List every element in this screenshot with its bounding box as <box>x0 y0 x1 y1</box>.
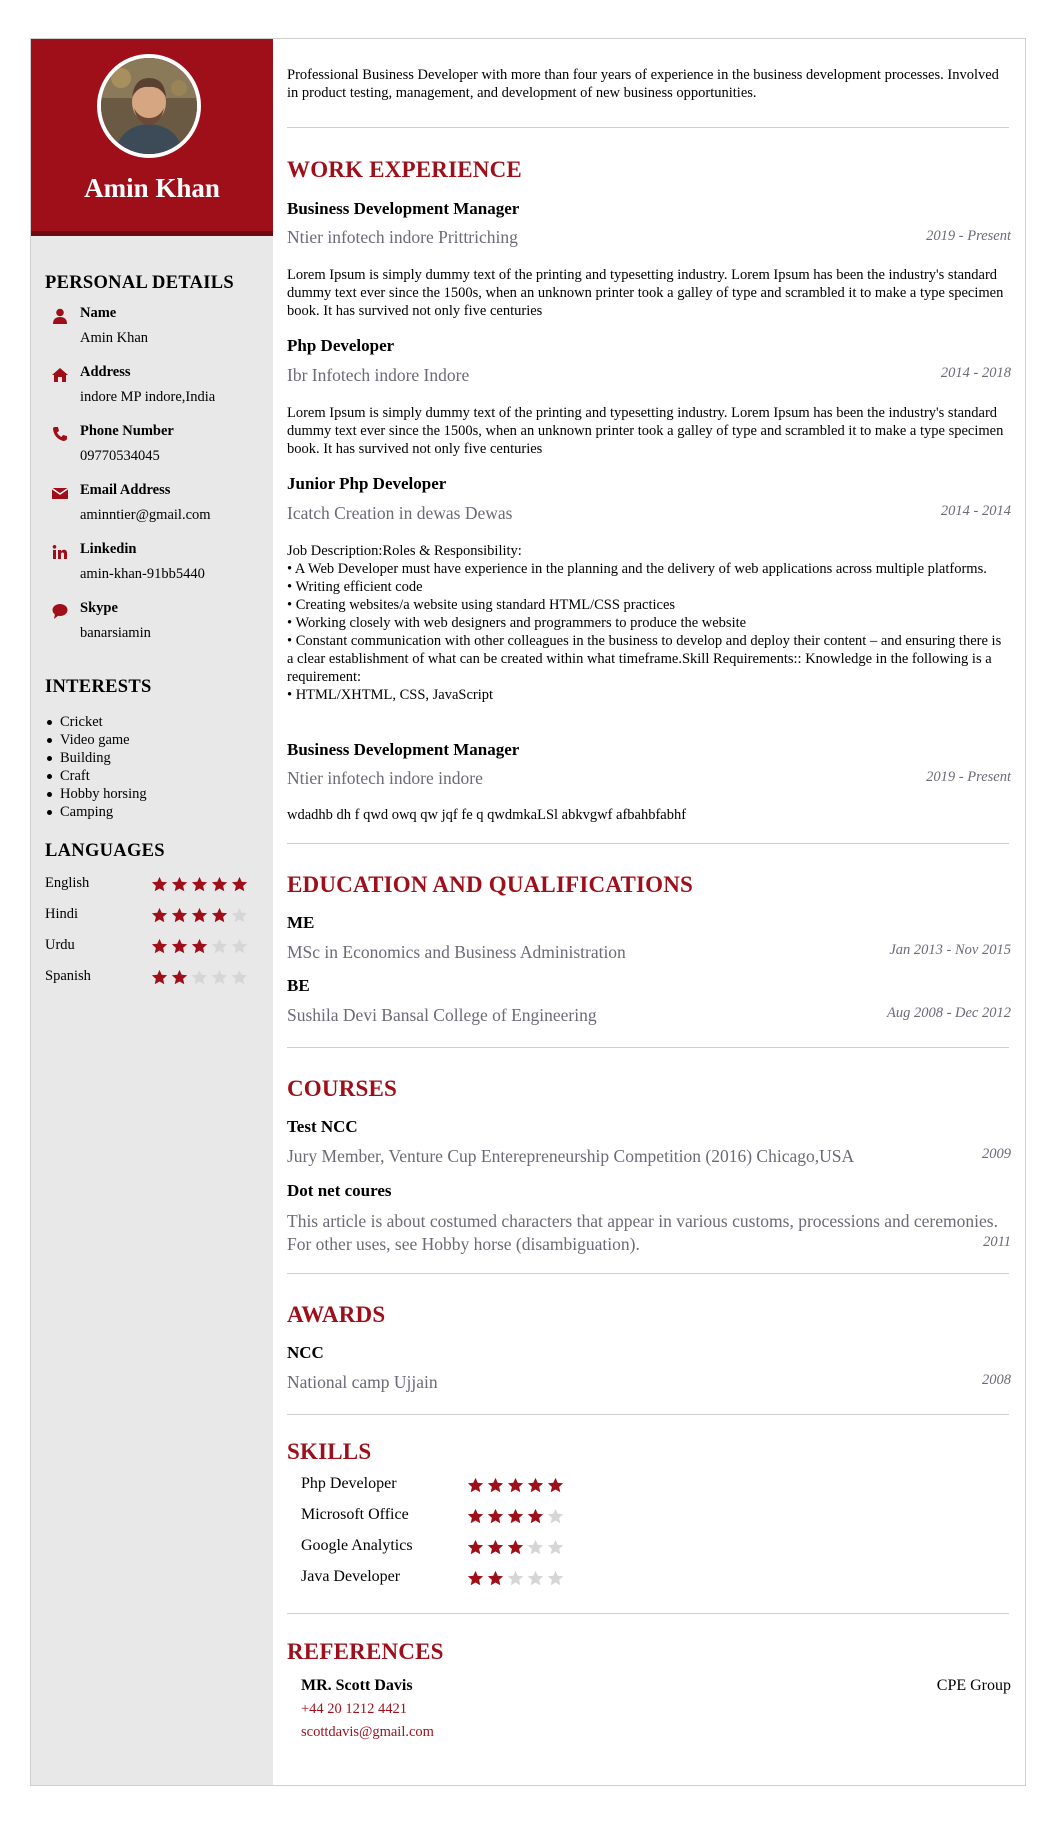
star-rating <box>151 907 251 923</box>
main-content <box>273 39 1027 1785</box>
job-organization: Icatch Creation in dewas Dewas <box>287 503 513 523</box>
job-organization: Ntier infotech indore indore <box>287 768 483 788</box>
school-name: Sushila Devi Bansal College of Engineering <box>287 1005 597 1025</box>
star-filled-icon <box>507 1477 524 1493</box>
school-name: MSc in Economics and Business Administration <box>287 942 626 962</box>
star-filled-icon <box>151 969 168 985</box>
job-title: Business Development Manager <box>287 199 520 218</box>
education-heading: EDUCATION AND QUALIFICATIONS <box>287 872 694 897</box>
language-name: Spanish <box>45 968 91 984</box>
skill-name: Php Developer <box>301 1475 397 1492</box>
sidebar <box>31 39 273 1785</box>
star-filled-icon <box>487 1570 504 1586</box>
skill-row <box>301 1506 601 1528</box>
divider <box>287 1047 1009 1048</box>
job-date: 2019 - Present <box>926 769 1011 785</box>
star-rating <box>467 1477 567 1493</box>
star-filled-icon <box>467 1539 484 1555</box>
course-title: Test NCC <box>287 1117 358 1136</box>
star-filled-icon <box>171 938 188 954</box>
language-row <box>45 968 255 988</box>
language-row <box>45 906 255 926</box>
star-filled-icon <box>151 876 168 892</box>
star-rating <box>467 1508 567 1524</box>
course-description: This article is about costumed characters that appear in various customs, processions and ceremonies. For other uses, see Hobby horse (disambiguation). <box>287 1211 998 1254</box>
star-filled-icon <box>151 938 168 954</box>
reference-company: CPE Group <box>936 1677 1011 1694</box>
skills-heading: SKILLS <box>287 1439 372 1464</box>
star-filled-icon <box>191 938 208 954</box>
reference-email[interactable]: scottdavis@gmail.com <box>301 1724 434 1740</box>
star-filled-icon <box>487 1508 504 1524</box>
job-title: Junior Php Developer <box>287 474 447 493</box>
skill-row <box>301 1475 601 1497</box>
star-empty-icon <box>211 938 228 954</box>
languages-heading: LANGUAGES <box>45 841 165 861</box>
star-rating <box>151 969 251 985</box>
star-filled-icon <box>467 1508 484 1524</box>
star-empty-icon <box>547 1570 564 1586</box>
interest-item: Building <box>45 749 147 767</box>
interest-item: Hobby horsing <box>45 785 147 803</box>
language-name: Urdu <box>45 937 75 953</box>
references-heading: REFERENCES <box>287 1639 444 1664</box>
job-description-line: • HTML/XHTML, CSS, JavaScript <box>287 687 494 703</box>
star-filled-icon <box>507 1539 524 1555</box>
job-description: wdadhb dh f qwd owq qw jqf fe q qwdmkaLSl abkvgwf afbahbfabhf <box>287 807 687 823</box>
star-filled-icon <box>467 1477 484 1493</box>
star-filled-icon <box>527 1477 544 1493</box>
reference-phone[interactable]: +44 20 1212 4421 <box>301 1701 408 1717</box>
star-filled-icon <box>211 907 228 923</box>
star-filled-icon <box>151 907 168 923</box>
language-name: Hindi <box>45 906 79 922</box>
job-description-line: • A Web Developer must have experience in the planning and the delivery of web applications across multiple platforms. <box>287 561 987 577</box>
job-date: 2019 - Present <box>926 228 1011 244</box>
education-date: Jan 2013 - Nov 2015 <box>889 942 1011 958</box>
interests-heading: INTERESTS <box>45 677 152 697</box>
detail-label: Email Address <box>80 482 171 498</box>
education-date: Aug 2008 - Dec 2012 <box>886 1005 1011 1021</box>
skill-name: Google Analytics <box>301 1537 413 1554</box>
language-row <box>45 875 255 895</box>
interest-item: Cricket <box>45 713 147 731</box>
detail-value: aminntier@gmail.com <box>80 507 211 523</box>
phone-icon <box>52 426 68 442</box>
reference-name: MR. Scott Davis <box>301 1677 413 1694</box>
profile-photo <box>97 54 201 158</box>
star-empty-icon <box>527 1570 544 1586</box>
interests-list <box>45 713 147 821</box>
course-date: 2009 <box>982 1146 1011 1162</box>
awards-heading: AWARDS <box>287 1302 386 1327</box>
chat-bubble-icon <box>52 603 68 619</box>
star-filled-icon <box>211 876 228 892</box>
star-filled-icon <box>487 1539 504 1555</box>
detail-label: Phone Number <box>80 423 174 439</box>
work-experience-heading: WORK EXPERIENCE <box>287 157 522 182</box>
course-date: 2011 <box>983 1234 1011 1250</box>
star-rating <box>151 876 251 892</box>
job-description: Lorem Ipsum is simply dummy text of the printing and typesetting industry. Lorem Ipsum has been the industry's standard dummy text ever since the 1500s, when an unknown printer took a galley of type and scrambled it to make a type specimen book. It has survived not only five centuries <box>287 267 1004 319</box>
job-description-line: • Working closely with web designers and programmers to produce the website <box>287 615 747 631</box>
star-filled-icon <box>171 969 188 985</box>
job-title: Business Development Manager <box>287 740 520 759</box>
detail-value: 09770534045 <box>80 448 160 464</box>
degree-title: BE <box>287 976 310 995</box>
interest-item: Camping <box>45 803 147 821</box>
interest-item: Craft <box>45 767 147 785</box>
award-date: 2008 <box>982 1372 1011 1388</box>
degree-title: ME <box>287 913 315 932</box>
job-organization: Ibr Infotech indore Indore <box>287 365 470 385</box>
star-empty-icon <box>231 969 248 985</box>
profile-name: Amin Khan <box>84 173 220 203</box>
sidebar-header <box>31 39 273 236</box>
detail-label: Name <box>80 305 117 321</box>
divider <box>287 1273 1009 1274</box>
star-rating <box>151 938 251 954</box>
star-empty-icon <box>231 907 248 923</box>
personal-details-heading: PERSONAL DETAILS <box>45 273 234 293</box>
user-icon <box>52 308 68 324</box>
detail-label: Skype <box>80 600 118 616</box>
job-description: Lorem Ipsum is simply dummy text of the printing and typesetting industry. Lorem Ipsum has been the industry's standard dummy text ever since the 1500s, when an unknown printer took a galley of type and scrambled it to make a type specimen book. It has survived not only five centuries <box>287 405 1004 457</box>
award-title: NCC <box>287 1343 324 1362</box>
skill-row <box>301 1537 601 1559</box>
star-filled-icon <box>467 1570 484 1586</box>
award-description: National camp Ujjain <box>287 1372 438 1392</box>
interest-item: Video game <box>45 731 147 749</box>
star-empty-icon <box>211 969 228 985</box>
divider <box>287 1613 1009 1614</box>
star-empty-icon <box>547 1508 564 1524</box>
star-filled-icon <box>487 1477 504 1493</box>
detail-value: banarsiamin <box>80 625 151 641</box>
detail-value: amin-khan-91bb5440 <box>80 566 205 582</box>
job-title: Php Developer <box>287 336 395 355</box>
star-filled-icon <box>171 907 188 923</box>
resume-page <box>30 38 1026 1786</box>
star-empty-icon <box>527 1539 544 1555</box>
star-empty-icon <box>547 1539 564 1555</box>
star-rating <box>467 1570 567 1586</box>
star-filled-icon <box>171 876 188 892</box>
job-date: 2014 - 2018 <box>940 365 1011 381</box>
star-filled-icon <box>191 876 208 892</box>
job-date: 2014 - 2014 <box>940 503 1011 519</box>
course-title: Dot net coures <box>287 1181 392 1200</box>
detail-value: indore MP indore,India <box>80 389 216 405</box>
skill-name: Microsoft Office <box>301 1506 409 1523</box>
star-filled-icon <box>507 1508 524 1524</box>
skill-name: Java Developer <box>301 1568 401 1585</box>
divider <box>287 127 1009 128</box>
star-empty-icon <box>231 938 248 954</box>
divider <box>287 1414 1009 1415</box>
job-description-line: • Creating websites/a website using standard HTML/CSS practices <box>287 597 676 613</box>
star-filled-icon <box>231 876 248 892</box>
star-empty-icon <box>191 969 208 985</box>
home-icon <box>52 367 68 383</box>
job-description-line: Job Description:Roles & Responsibility: <box>287 543 522 559</box>
detail-label: Address <box>80 364 131 380</box>
star-filled-icon <box>527 1508 544 1524</box>
language-row <box>45 937 255 957</box>
summary-text: Professional Business Developer with more than four years of experience in the business development processes. Involved in product testing, management, and development of new business opportunities. <box>287 67 999 101</box>
linkedin-icon <box>52 544 68 560</box>
detail-value: Amin Khan <box>80 330 149 346</box>
job-description <box>287 542 1011 704</box>
star-empty-icon <box>507 1570 524 1586</box>
star-rating <box>467 1539 567 1555</box>
job-description-line: • Writing efficient code <box>287 579 423 595</box>
job-organization: Ntier infotech indore Prittriching <box>287 227 518 247</box>
star-filled-icon <box>191 907 208 923</box>
divider <box>287 843 1009 844</box>
detail-label: Linkedin <box>80 541 137 557</box>
courses-heading: COURSES <box>287 1076 398 1101</box>
skill-row <box>301 1568 601 1590</box>
job-description-line: • Constant communication with other colleagues in the business to develop and deploy their content – and ensuring there is a clear establishment of what can be created within what timeframe.Skill Requirements:: Knowledge in the following is a requirement: <box>287 633 1002 685</box>
star-filled-icon <box>547 1477 564 1493</box>
envelope-icon <box>52 485 68 501</box>
course-description: Jury Member, Venture Cup Enterepreneurship Competition (2016) Chicago,USA <box>287 1146 855 1166</box>
language-name: English <box>45 875 90 891</box>
